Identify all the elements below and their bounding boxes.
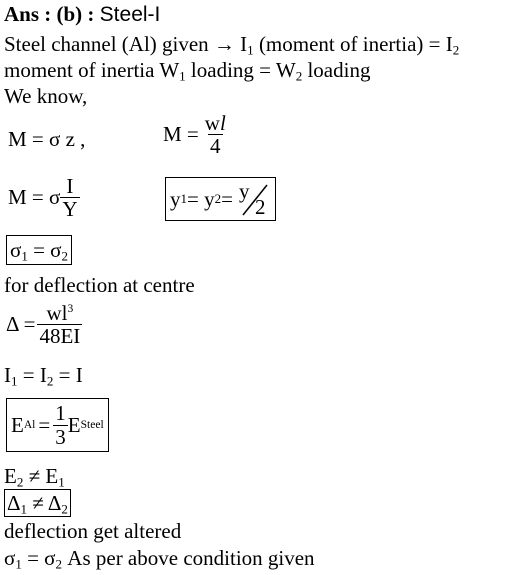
- fraction-numerator: [44, 302, 75, 324]
- answer-prefix: Ans : (b) :: [4, 2, 95, 26]
- eq-m-wl-lhs: M =: [163, 122, 199, 147]
- fraction-numerator: [203, 112, 228, 134]
- boxed-eq-e: E Al = $\frac{1}{3}$ E Steel: [6, 398, 109, 452]
- inertia-line: [4, 363, 83, 388]
- i-c: = I: [53, 363, 83, 387]
- eq-delta: [6, 302, 82, 347]
- loading-sub-2: 2: [295, 68, 303, 84]
- y-1: y: [170, 186, 181, 211]
- answer-choice: Steel-I: [99, 3, 161, 26]
- last-c: As per above condition given: [62, 546, 315, 570]
- last-b: = σ: [21, 546, 56, 570]
- slashed-fraction-y-2: [237, 179, 271, 219]
- boxed-eq-delta: [4, 489, 71, 517]
- delta-b: ≠ Δ: [27, 491, 62, 515]
- answer-line: [4, 2, 160, 27]
- slash-line: [237, 179, 271, 219]
- e-sub-1: 1: [58, 474, 65, 490]
- e-eq: =: [38, 412, 51, 437]
- eq-m-sigma-z: M = σ z ,: [8, 127, 86, 151]
- last-sub-2: 2: [55, 556, 63, 572]
- delta-sub-1: 1: [20, 501, 28, 517]
- modulus-line: [4, 464, 65, 489]
- e-sub-2: 2: [16, 474, 24, 490]
- i-a: I: [4, 363, 11, 387]
- boxed-eq-y: y 1 = y 2 = y 2: [165, 177, 276, 221]
- num-w: w: [204, 111, 220, 135]
- altered-line: deflection get altered: [4, 519, 182, 543]
- given-text: Steel channel (Al) given → I: [4, 32, 248, 56]
- slash-num: y: [238, 179, 250, 203]
- e-lhs: E: [11, 412, 24, 437]
- boxed-eq-sigma: [6, 235, 72, 265]
- i-b: = I: [17, 363, 47, 387]
- slash-den: 2: [254, 195, 266, 219]
- e2-a: E: [4, 464, 17, 488]
- given-sub-1: 1: [247, 42, 254, 58]
- deflection-line: for deflection at centre: [4, 273, 195, 297]
- loading-c: loading: [302, 58, 371, 82]
- fraction-denominator: 48EI: [39, 324, 81, 349]
- num-l: l: [219, 111, 226, 135]
- last-a: σ: [4, 546, 16, 570]
- e2-b: ≠ E: [23, 464, 59, 488]
- delta-lhs: Δ =: [6, 312, 36, 337]
- we-know-line: We know,: [4, 84, 88, 108]
- num-wl: wl: [46, 301, 68, 325]
- i-sub-1: 1: [11, 373, 18, 389]
- delta-sub-2: 2: [61, 501, 68, 517]
- sigma-eq: = σ: [27, 238, 62, 262]
- sigma-sub-2: 2: [61, 248, 69, 264]
- loading-sub-1: 1: [179, 68, 186, 84]
- eq-m-sigma-i-over-y: [8, 175, 80, 220]
- fraction-wl3-48ei: [37, 302, 82, 347]
- delta-a: Δ: [7, 491, 21, 515]
- fraction-wl-4: [203, 112, 228, 157]
- given-line: [4, 32, 459, 57]
- fraction-denominator: Y: [62, 197, 78, 222]
- given-mid: (moment of inertia) = I: [253, 32, 453, 56]
- y-eq-1: = y: [187, 186, 215, 211]
- conclusion-line: [4, 546, 315, 571]
- fraction-denominator: 4: [210, 134, 221, 159]
- fraction-numerator: 1: [55, 401, 66, 426]
- last-sub-1: 1: [15, 556, 22, 572]
- y-eq-2: =: [221, 186, 233, 211]
- fraction-1-3: [53, 402, 68, 447]
- loading-b: loading = W: [185, 58, 296, 82]
- given-sub-2: 2: [452, 42, 460, 58]
- loading-line: [4, 58, 370, 83]
- loading-a: moment of inertia W: [4, 58, 180, 82]
- fraction-denominator: 3: [55, 424, 66, 449]
- eq-m-sigma-lhs: M = σ: [8, 185, 61, 210]
- i-sub-2: 2: [46, 373, 54, 389]
- sigma-a: σ: [10, 238, 22, 262]
- fraction-numerator: I: [66, 174, 74, 198]
- eq-m-wl-over-4: [163, 112, 228, 157]
- fraction-i-y: [60, 175, 79, 220]
- sigma-sub-1: 1: [21, 248, 28, 264]
- e-rhs: E: [67, 412, 81, 437]
- num-sup-3: 3: [67, 302, 74, 315]
